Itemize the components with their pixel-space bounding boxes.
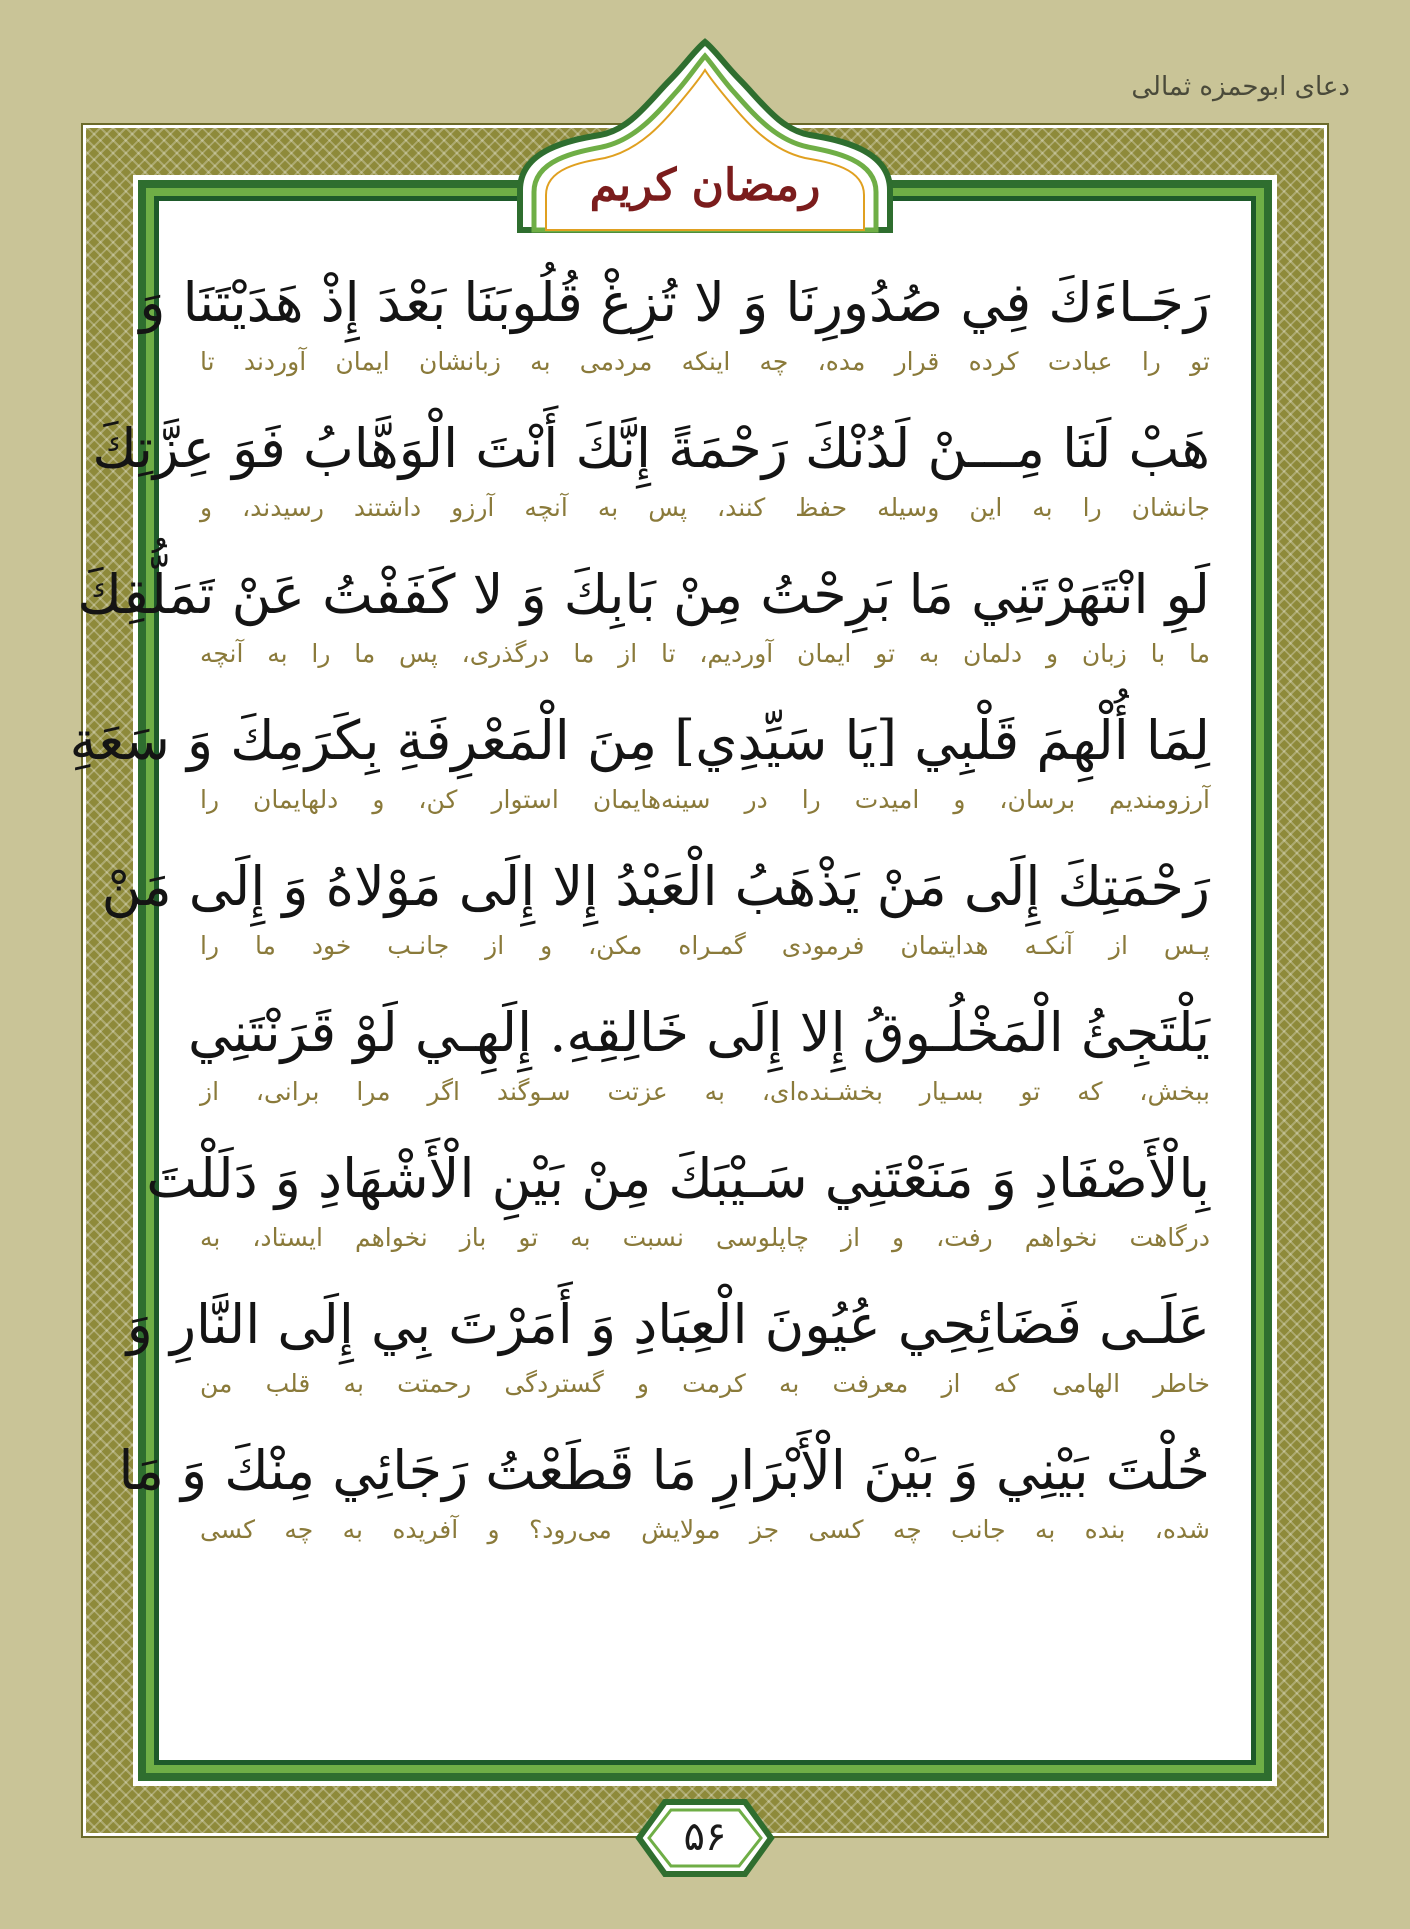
arabic-line: حُلْتَ بَيْنِي وَ بَيْنَ الْأَبْرَارِ مَا قَطَعْتُ رَجَائِي مِنْكَ وَ مَا [118, 1439, 1210, 1502]
prayer-text-block [69, 262, 1210, 1576]
arabic-line: رَحْمَتِكَ إِلَى مَنْ يَذْهَبُ الْعَبْدُ إِلا إِلَى مَوْلاهُ وَ إِلَى مَنْ [101, 855, 1210, 918]
verse-pair [126, 1284, 1210, 1430]
persian-translation-line: ببخش، که تو بسـیار بخشـنده‌ای، به عزتت سـوگند اگر مرا برانی، از [200, 1077, 1210, 1106]
verse-pair [77, 554, 1210, 700]
arabic-line: يَلْتَجِئُ الْمَخْلُـوقُ إِلا إِلَى خَالِقِهِ. إِلَهِـي لَوْ قَرَنْتَنِي [188, 1001, 1210, 1064]
arabic-line: لَوِ انْتَهَرْتَنِي مَا بَرِحْتُ مِنْ بَابِكَ وَ لا كَفَفْتُ عَنْ تَمَلُّقِكَ [77, 563, 1210, 626]
persian-translation-line: خاطر الهامی که از معرفت به کرمت و گستردگی رحمتت به قلب من [200, 1369, 1210, 1398]
verse-pair [118, 1430, 1210, 1576]
verse-pair [69, 700, 1210, 846]
persian-translation-line: جانشان را به این وسیله حفظ کنند، پس به آنچه آرزو داشتند رسیدند، و [200, 493, 1210, 522]
verse-pair [101, 846, 1210, 992]
arabic-line: هَبْ لَنَا مِـــنْ لَدُنْكَ رَحْمَةً إِنَّكَ أَنْتَ الْوَهَّابُ فَوَ عِزَّتِكَ [92, 417, 1210, 480]
persian-translation-line: پـس از آنکـه هدایتمان فرمودی گمـراه مکن، و از جانـب خود ما را [200, 931, 1210, 960]
arabic-line: عَلَـى فَضَائِحِي عُيُونَ الْعِبَادِ وَ أَمَرْتَ بِي إِلَى النَّارِ وَ [126, 1293, 1210, 1356]
verse-pair [92, 408, 1210, 554]
persian-translation-line: درگاهت نخواهم رفت، و از چاپلوسی نسبت به تو باز نخواهم ایستاد، به [200, 1223, 1210, 1252]
verse-pair [146, 1138, 1210, 1284]
header-arch-ornament [510, 40, 900, 230]
persian-translation-line: شده، بنده به جانب چه کسی جز مولایش می‌رود؟ و آفریده به چه کسی [200, 1515, 1210, 1544]
arabic-line: رَجَـاءَكَ فِي صُدُورِنَا وَ لا تُزِغْ قُلُوبَنَا بَعْدَ إِذْ هَدَيْتَنَا وَ [139, 271, 1210, 334]
page-number: ۵۶ [683, 1814, 727, 1860]
arabic-line: بِالْأَصْفَادِ وَ مَنَعْتَنِي سَـيْبَكَ مِنْ بَيْنِ الْأَشْهَادِ وَ دَلَلْتَ [146, 1147, 1210, 1210]
arabic-line: لِمَا أُلْهِمَ قَلْبِي [يَا سَيِّدِي] مِنَ الْمَعْرِفَةِ بِكَرَمِكَ وَ سَعَةِ [69, 709, 1210, 772]
page-number-badge [635, 1798, 775, 1878]
verse-pair [188, 992, 1210, 1138]
persian-translation-line: آرزومندیم برسان، و امیدت را در سینه‌هایمان استوار کن، و دلهایمان را [200, 785, 1210, 814]
verse-pair [139, 262, 1210, 408]
running-head: دعای ابوحمزه ثمالی [1131, 72, 1350, 102]
header-title: رمضان کریم [589, 160, 821, 211]
persian-translation-line: تو را عبادت کرده قرار مده، چه اینکه مردمی به زبانشان ایمان آوردند تا [200, 347, 1210, 376]
persian-translation-line: ما با زبان و دلمان به تو ایمان آوردیم، تا از ما درگذری، پس ما را به آنچه [200, 639, 1210, 668]
